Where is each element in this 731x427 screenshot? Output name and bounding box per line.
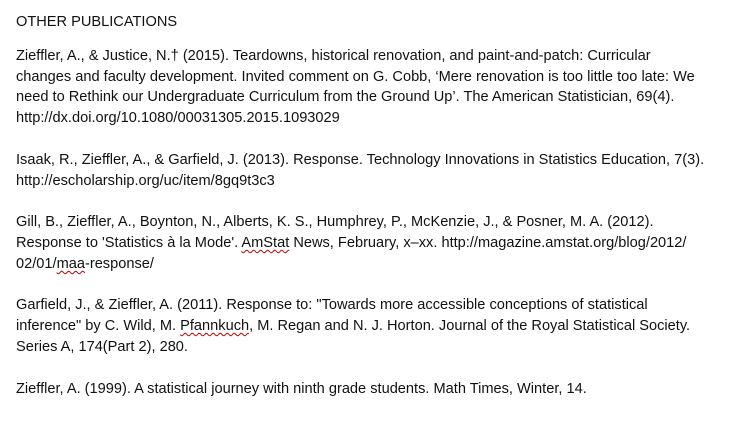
section-heading: OTHER PUBLICATIONS [16,14,178,30]
spellcheck-flagged-word: maa [56,255,85,272]
entry-text-part: Gill, B., Zieffler, A., Boynton, N., Alberts, K. S., Humphrey, P., McKenzie, J., & Posner, M. A. (2012). Response to 'Statistics à la Mode'. [16,214,654,251]
spellcheck-flagged-word: Pfannkuch [180,318,250,335]
spellcheck-flagged-word: AmStat [241,234,290,251]
publication-entry-2 [16,150,706,192]
publication-entry-4 [16,295,706,357]
publication-entry-1 [16,46,706,129]
entry-text-part: , M. Regan and N. J. Horton. Journal of the Royal Statistical Society. Series A, 174(Part 2), 280. [16,318,691,355]
publications-section [16,12,706,399]
entry-text: Isaak, R., Zieffler, A., & Garfield, J. (2013). Response. Technology Innovations in Statistics Education, 7(3). http://escholarship.org/uc/item/8gq9t3c3 [16,151,705,189]
publication-entry-5 [16,379,706,400]
entry-text-part: -response/ [84,255,154,272]
entry-text: Zieffler, A. (1999). A statistical journey with ninth grade students. Math Times, Winter, 14. [16,380,587,397]
entry-text: Zieffler, A., & Justice, N.† (2015). Teardowns, historical renovation, and paint-and-patch: Curricular changes and faculty development. Invited comment on G. Cobb, ‘Mere renovation is too little too late: We need to Rethink our Undergraduate Curriculum from the Ground Up’. The American Statistician, 69(4). http://dx.doi.org/10.1080/00031305.2015.1093029 [16,47,695,127]
entry-text-part: News, February, x–xx. http://magazine.amstat.org/blog/2012/ 02/01/ [16,234,687,272]
entry-text-part: Garfield, J., & Zieffler, A. (2011). Response to: "Towards more accessible conceptions of statistical inference" by C. Wild, M. [16,297,648,335]
publication-entry-3 [16,212,706,274]
